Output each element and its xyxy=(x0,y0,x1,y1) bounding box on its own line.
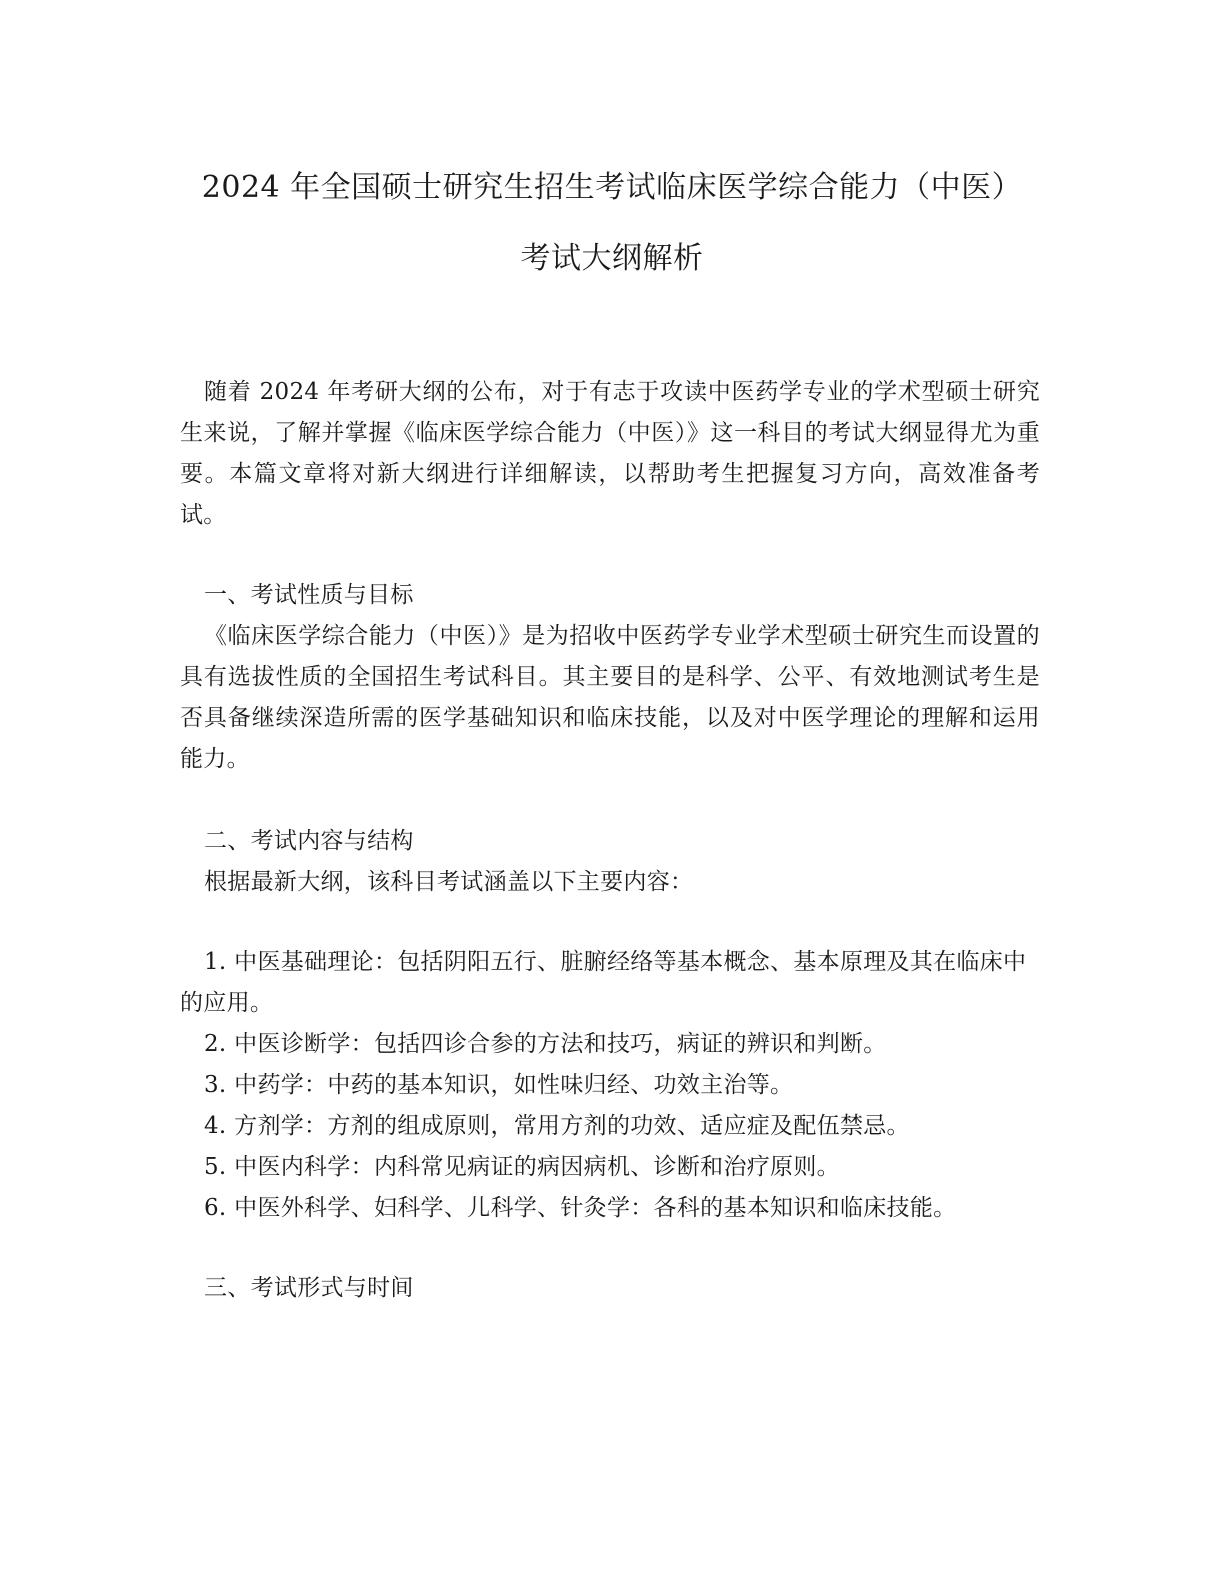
document-title-line-1: 2024 年全国硕士研究生招生考试临床医学综合能力（中医） xyxy=(201,170,1023,205)
list-item: 3. 中药学：中药的基本知识，如性味归经、功效主治等。 xyxy=(204,1072,794,1098)
list-item: 6. 中医外科学、妇科学、儿科学、针灸学：各科的基本知识和临床技能。 xyxy=(204,1195,957,1221)
list-item: 5. 中医内科学：内科常见病证的病因病机、诊断和治疗原则。 xyxy=(204,1154,840,1180)
content-list xyxy=(180,942,1040,1229)
section-2 xyxy=(180,821,1040,903)
list-item: 2. 中医诊断学：包括四诊合参的方法和技巧，病证的辨识和判断。 xyxy=(204,1031,887,1057)
section-1 xyxy=(180,575,1040,780)
intro-paragraph: 随着 2024 年考研大纲的公布，对于有志于攻读中医药学专业的学术型硕士研究生来说，了解并掌握《临床医学综合能力（中医）》这一科目的考试大纲显得尤为重要。本篇文章将对新大纲进行详细解读，以帮助考生把握复习方向，高效准备考试。 xyxy=(180,379,1040,528)
intro-section xyxy=(180,372,1040,536)
section-1-heading: 一、考试性质与目标 xyxy=(204,582,414,608)
document-title-line-2: 考试大纲解析 xyxy=(520,241,704,276)
section-3 xyxy=(180,1268,1040,1309)
list-item: 1. 中医基础理论：包括阴阳五行、脏腑经络等基本概念、基本原理及其在临床中的应用。 xyxy=(180,949,1027,1016)
list-item: 4. 方剂学：方剂的组成原则，常用方剂的功效、适应症及配伍禁忌。 xyxy=(204,1113,910,1139)
section-2-heading: 二、考试内容与结构 xyxy=(204,828,414,854)
section-1-paragraph: 《临床医学综合能力（中医）》是为招收中医药学专业学术型硕士研究生而设置的具有选拔性质的全国招生考试科目。其主要目的是科学、公平、有效地测试考生是否具备继续深造所需的医学基础知识和临床技能，以及对中医学理论的理解和运用能力。 xyxy=(180,623,1040,772)
section-2-paragraph: 根据最新大纲，该科目考试涵盖以下主要内容： xyxy=(204,869,694,895)
section-3-heading: 三、考试形式与时间 xyxy=(204,1275,414,1301)
